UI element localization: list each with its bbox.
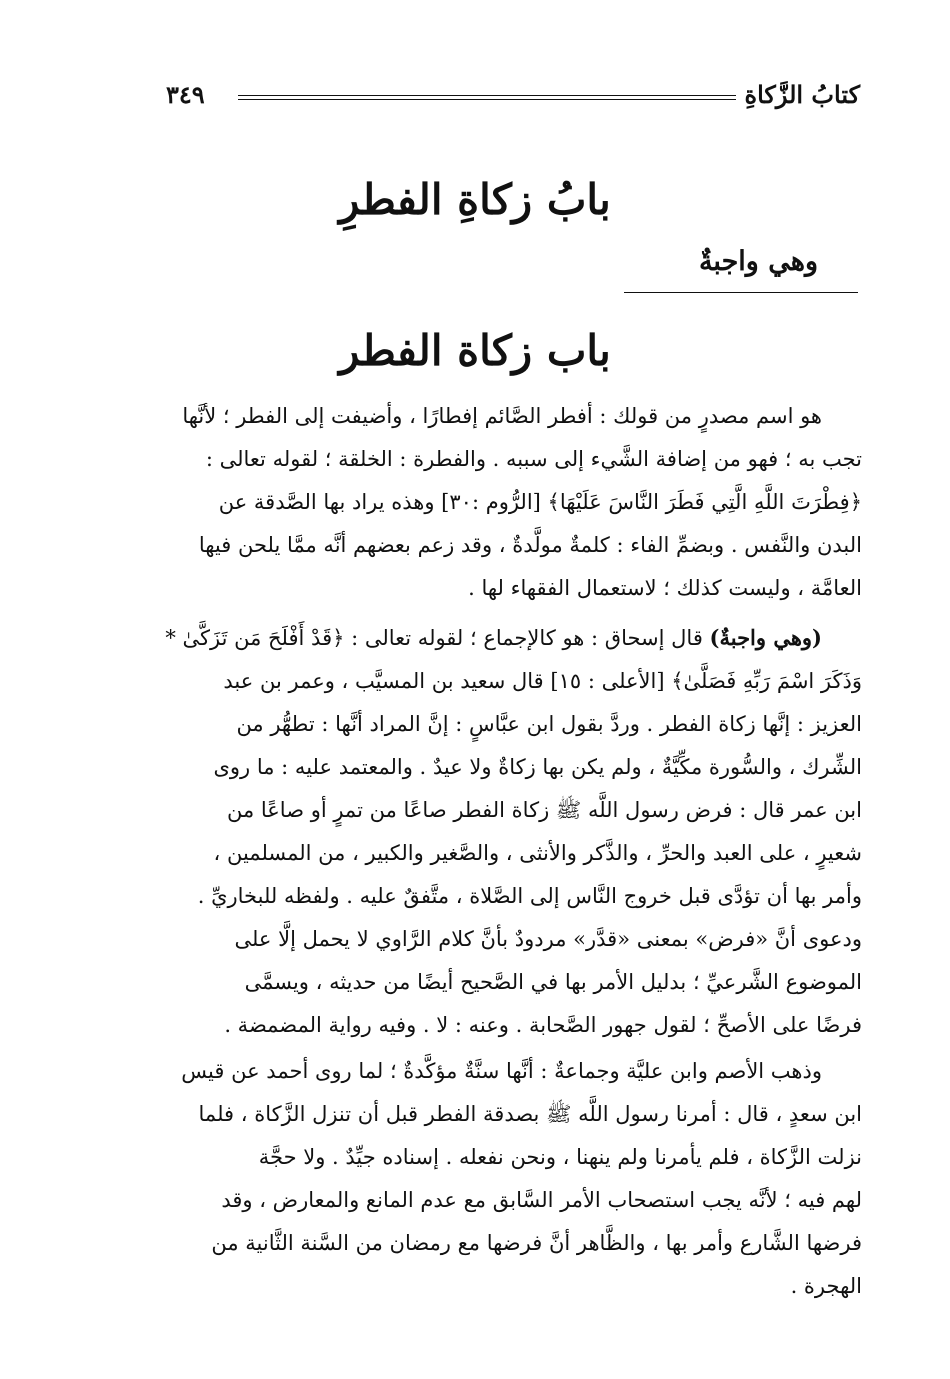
paragraph-1 (122, 395, 862, 610)
paragraph-line: وَذَكَرَ اسْمَ رَبِّهِ فَصَلَّىٰ﴾ [الأعلى : ١٥] قال سعيد بن المسيَّب ، وعمر بن عبد (223, 669, 862, 693)
page-number: ٣٤٩ (166, 80, 205, 109)
paragraph-line: ﴿فِطْرَتَ اللَّهِ الَّتِي فَطَرَ النَّاسَ عَلَيْهَا﴾ [الرُّوم :٣٠] وهذه يراد بها الصَّدقة عن (218, 490, 862, 514)
paragraph-line: شعيرٍ ، على العبد والحرِّ ، والذَّكر والأنثى ، والصَّغير والكبير ، من المسلمين ، (213, 841, 862, 865)
header-rule (238, 95, 736, 96)
paragraph-line: فرضًا على الأصحِّ ؛ لقول جهور الصَّحابة . وعنه : لا . وفيه رواية المضمضة . (224, 1013, 862, 1037)
paragraph-line-text: قال إسحاق : هو كالإجماع ؛ لقوله تعالى : ﴿قَدْ أَفْلَحَ مَن تَزَكَّىٰ * (165, 626, 710, 650)
paragraph-first-line (122, 616, 862, 660)
paragraph-line: وذهب الأصم وابن عليَّة وجماعةٌ : أنَّها سنَّةٌ مؤكَّدةٌ ؛ لما روى أحمد عن قيس (181, 1059, 822, 1083)
paragraph-2 (122, 616, 862, 1047)
separator-rule (624, 292, 858, 293)
paragraph-line: ودعوى أنَّ «فرض» بمعنى «قدَّر» مردودٌ بأنَّ كلام الرَّاوي لا يحمل إلَّا على (234, 927, 862, 951)
paragraph-3 (122, 1050, 862, 1308)
paragraph-line: العامَّة ، وليست كذلك ؛ لاستعمال الفقهاء لها . (468, 576, 862, 600)
paragraph-lead: (وهي واجبةٌ) (709, 625, 822, 650)
paragraph-line: الهجرة . (790, 1274, 862, 1298)
paragraph-line: تجب به ؛ فهو من إضافة الشَّيء إلى سببه . والفطرة : الخلقة ؛ لقوله تعالى : (205, 447, 862, 471)
running-header (120, 78, 860, 118)
paragraph-line: هو اسم مصدرٍ من قولك : أفطر الصَّائم إفطارًا ، وأضيفت إلى الفطر ؛ لأنَّها (182, 404, 822, 428)
paragraph-line: وأمر بها أن تؤدَّى قبل خروج النَّاس إلى الصَّلاة ، متَّفقٌ عليه . ولفظه للبخاريِّ . (197, 884, 862, 908)
paragraph-line: ابن سعدٍ ، قال : أمرنا رسول اللَّه ﷺ بصدقة الفطر قبل أن تنزل الزَّكاة ، فلما (198, 1102, 862, 1126)
subheading: وهي واجبةٌ (698, 246, 818, 277)
commentary-title: باب زكاة الفطر (339, 326, 611, 375)
paragraph-line: العزيز : إنَّها زكاة الفطر . وردَّ بقول ابن عبَّاسٍ : إنَّ المراد أنَّها : تطهُّر من (236, 712, 862, 736)
chapter-title: بابُ زكاةِ الفطرِ (339, 175, 611, 224)
paragraph-line: لهم فيه ؛ لأنَّه يجب استصحاب الأمر السَّابق مع عدم المانع والمعارض ، وقد (221, 1188, 862, 1212)
header-title: كتابُ الزَّكاةِ (744, 80, 860, 109)
paragraph-line: الموضوع الشَّرعيِّ ؛ بدليل الأمر بها في الصَّحيح أيضًا من حديثه ، ويسمَّى (244, 970, 862, 994)
paragraph-line: البدن والنَّفس . وبضمِّ الفاء : كلمةٌ مولَّدةٌ ، وقد زعم بعضهم أنَّه ممَّا يلحن فيها (198, 533, 862, 557)
paragraph-line: ابن عمر قال : فرض رسول اللَّه ﷺ زكاة الفطر صاعًا من تمرٍ أو صاعًا من (226, 798, 862, 822)
paragraph-line: فرضها الشَّارع وأمر بها ، والظَّاهر أنَّ فرضها مع رمضان من السَّنة الثَّانية من (211, 1231, 862, 1255)
paragraph-line: نزلت الزَّكاة ، فلم يأمرنا ولم ينهنا ، ونحن نفعله . إسناده جيِّدٌ . ولا حجَّة (258, 1145, 862, 1169)
paragraph-line: الشِّرك ، والسُّورة مكِّيَّةٌ ، ولم يكن بها زكاةٌ ولا عيدٌ . والمعتمد عليه : ما روى (213, 755, 862, 779)
